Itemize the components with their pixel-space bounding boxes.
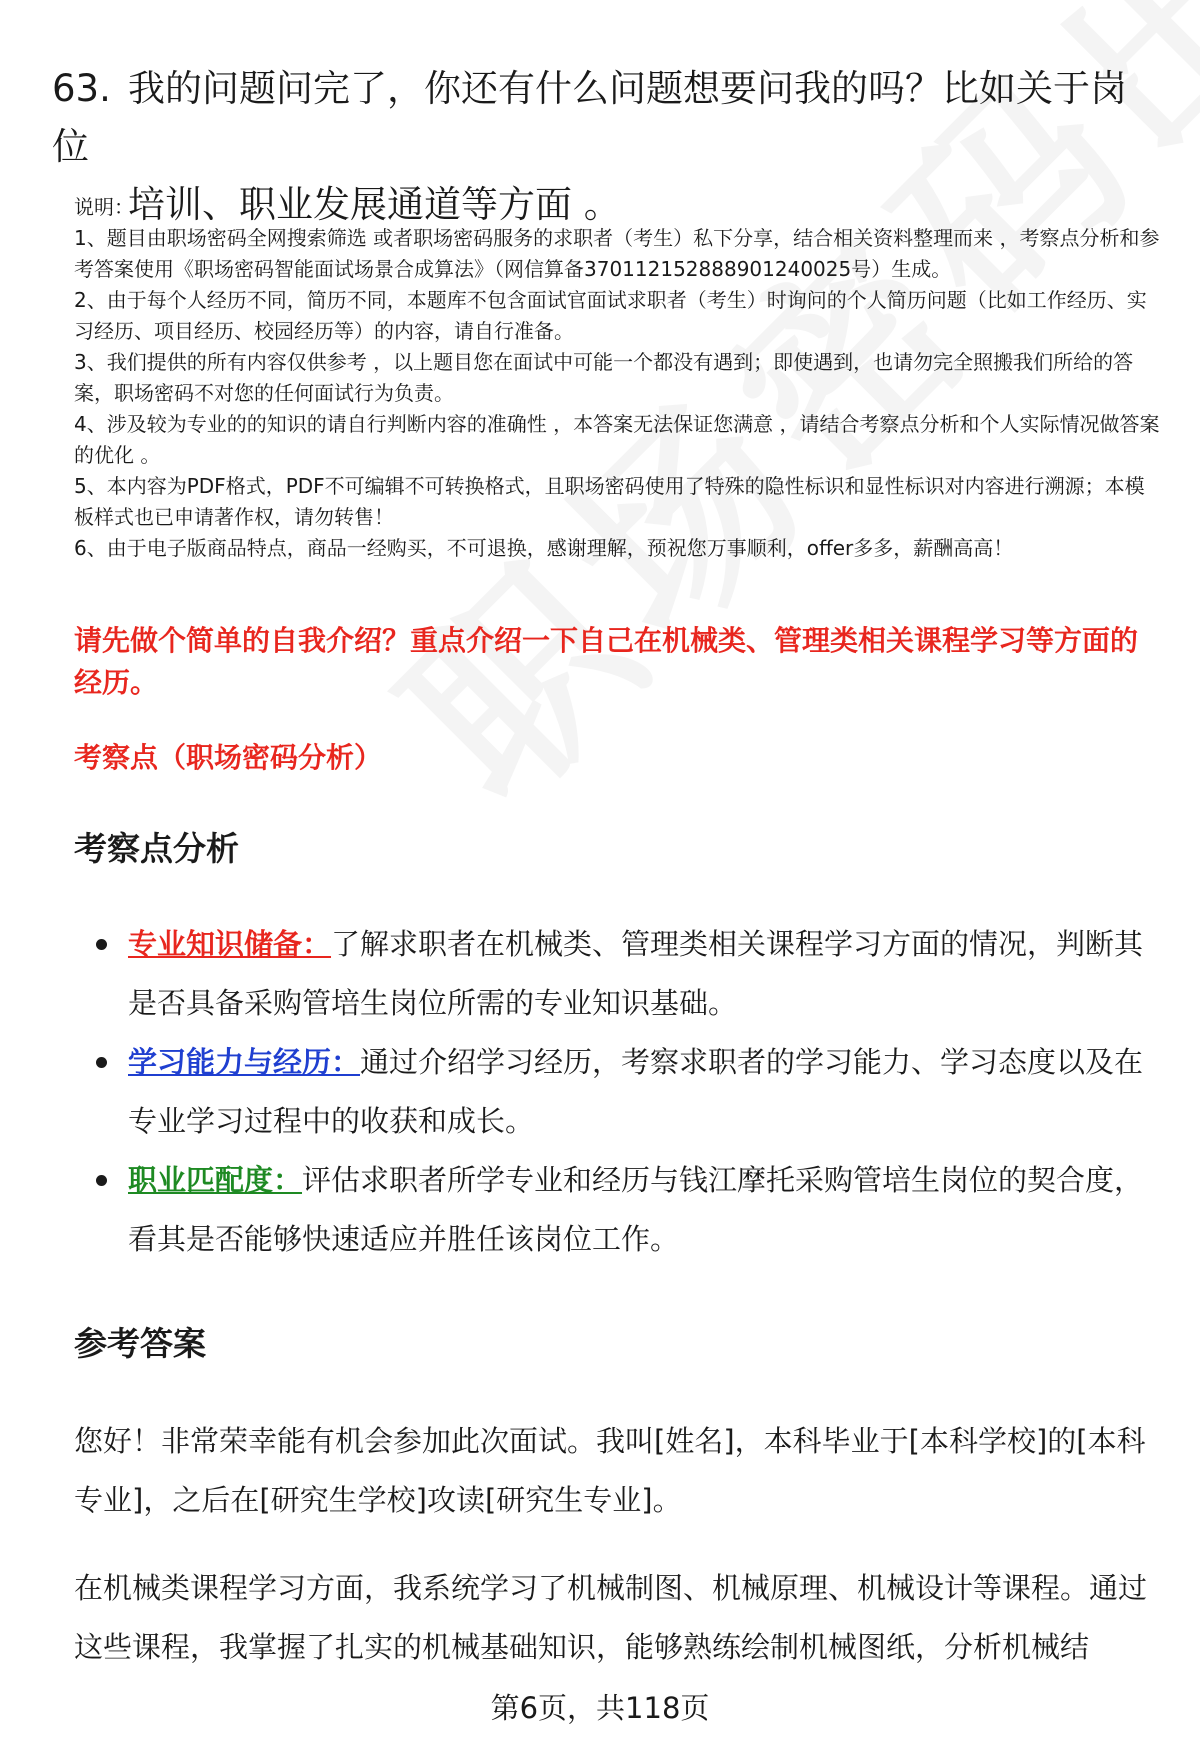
question-text-line1: 我的问题问完了，你还有什么问题想要问我的吗？比如关于岗位	[52, 67, 1127, 168]
analysis-keyword: 学习能力与经历：	[128, 1045, 361, 1079]
analysis-item	[96, 1033, 1160, 1151]
answer-paragraph: 在机械类课程学习方面，我系统学习了机械制图、机械原理、机械设计等课程。通过这些课程，我掌握了扎实的机械基础知识，能够熟练绘制机械图纸，分析机械结	[74, 1571, 1148, 1664]
analysis-subheading: 考察点（职场密码分析）	[74, 741, 383, 774]
bullet-icon	[96, 1175, 107, 1186]
answer-heading: 参考答案	[74, 1324, 206, 1363]
question-number: 63.	[52, 67, 111, 110]
analysis-keyword: 职业匹配度：	[128, 1163, 303, 1197]
interview-question: 请先做个简单的自我介绍？重点介绍一下自己在机械类、管理类相关课程学习等方面的经历。	[74, 624, 1139, 699]
note-item: 4、涉及较为专业的的知识的请自行判断内容的准确性 ，本答案无法保证您满意 ，请结合考察点分析和个人实际情况做答案的优化 。	[74, 412, 1160, 467]
note-item: 3、我们提供的所有内容仅供参考 ，以上题目您在面试中可能一个都没有遇到；即使遇到，也请勿完全照搬我们所给的答案，职场密码不对您的任何面试行为负责。	[74, 350, 1134, 405]
analysis-list	[96, 915, 1160, 1269]
note-item: 2、由于每个人经历不同，简历不同，本题库不包含面试官面试求职者（考生）时询问的个人简历问题（比如工作经历、实习经历、项目经历、校园经历等）的内容，请自行准备。	[74, 288, 1147, 343]
page-footer: 第6页，共118页	[490, 1691, 710, 1725]
answer-paragraph: 您好！非常荣幸能有机会参加此次面试。我叫[姓名]，本科毕业于[本科学校]的[本科专业]，之后在[研究生学校]攻读[研究生专业]。	[74, 1424, 1146, 1517]
notes-heading: 说明：	[74, 195, 134, 219]
bullet-icon	[96, 939, 107, 950]
analysis-item	[96, 915, 1160, 1033]
analysis-text: 通过介绍学习经历，考察求职者的学习能力、学习态度以及在专业学习过程中的收获和成长。	[128, 1045, 1144, 1138]
analysis-item	[96, 1151, 1160, 1269]
note-item: 5、本内容为PDF格式，PDF不可编辑不可转换格式，且职场密码使用了特殊的隐性标识和显性标识对内容进行溯源；本模板样式也已申请著作权，请勿转售！	[74, 474, 1145, 529]
notes-section	[74, 192, 1164, 564]
note-item: 6、由于电子版商品特点，商品一经购买，不可退换，感谢理解，预祝您万事顺利，offer多多，薪酬高高！	[74, 536, 1014, 560]
answer-body	[74, 1412, 1154, 1706]
analysis-heading: 考察点分析	[74, 829, 239, 868]
question-text-line2: 培训、职业发展通道等方面 。	[128, 183, 621, 226]
bullet-icon	[96, 1057, 107, 1068]
analysis-text: 评估求职者所学专业和经历与钱江摩托采购管培生岗位的契合度，看其是否能够快速适应并胜任该岗位工作。	[128, 1163, 1144, 1256]
analysis-keyword: 专业知识储备：	[128, 927, 332, 961]
note-item: 1、题目由职场密码全网搜索筛选 或者职场密码服务的求职者（考生）私下分享，结合相关资料整理而来 ，考察点分析和参考答案使用《职场密码智能面试场景合成算法》（网信算备370112152888901240025号）生成。	[74, 226, 1160, 281]
analysis-text: 了解求职者在机械类、管理类相关课程学习方面的情况，判断其是否具备采购管培生岗位所需的专业知识基础。	[128, 927, 1144, 1020]
